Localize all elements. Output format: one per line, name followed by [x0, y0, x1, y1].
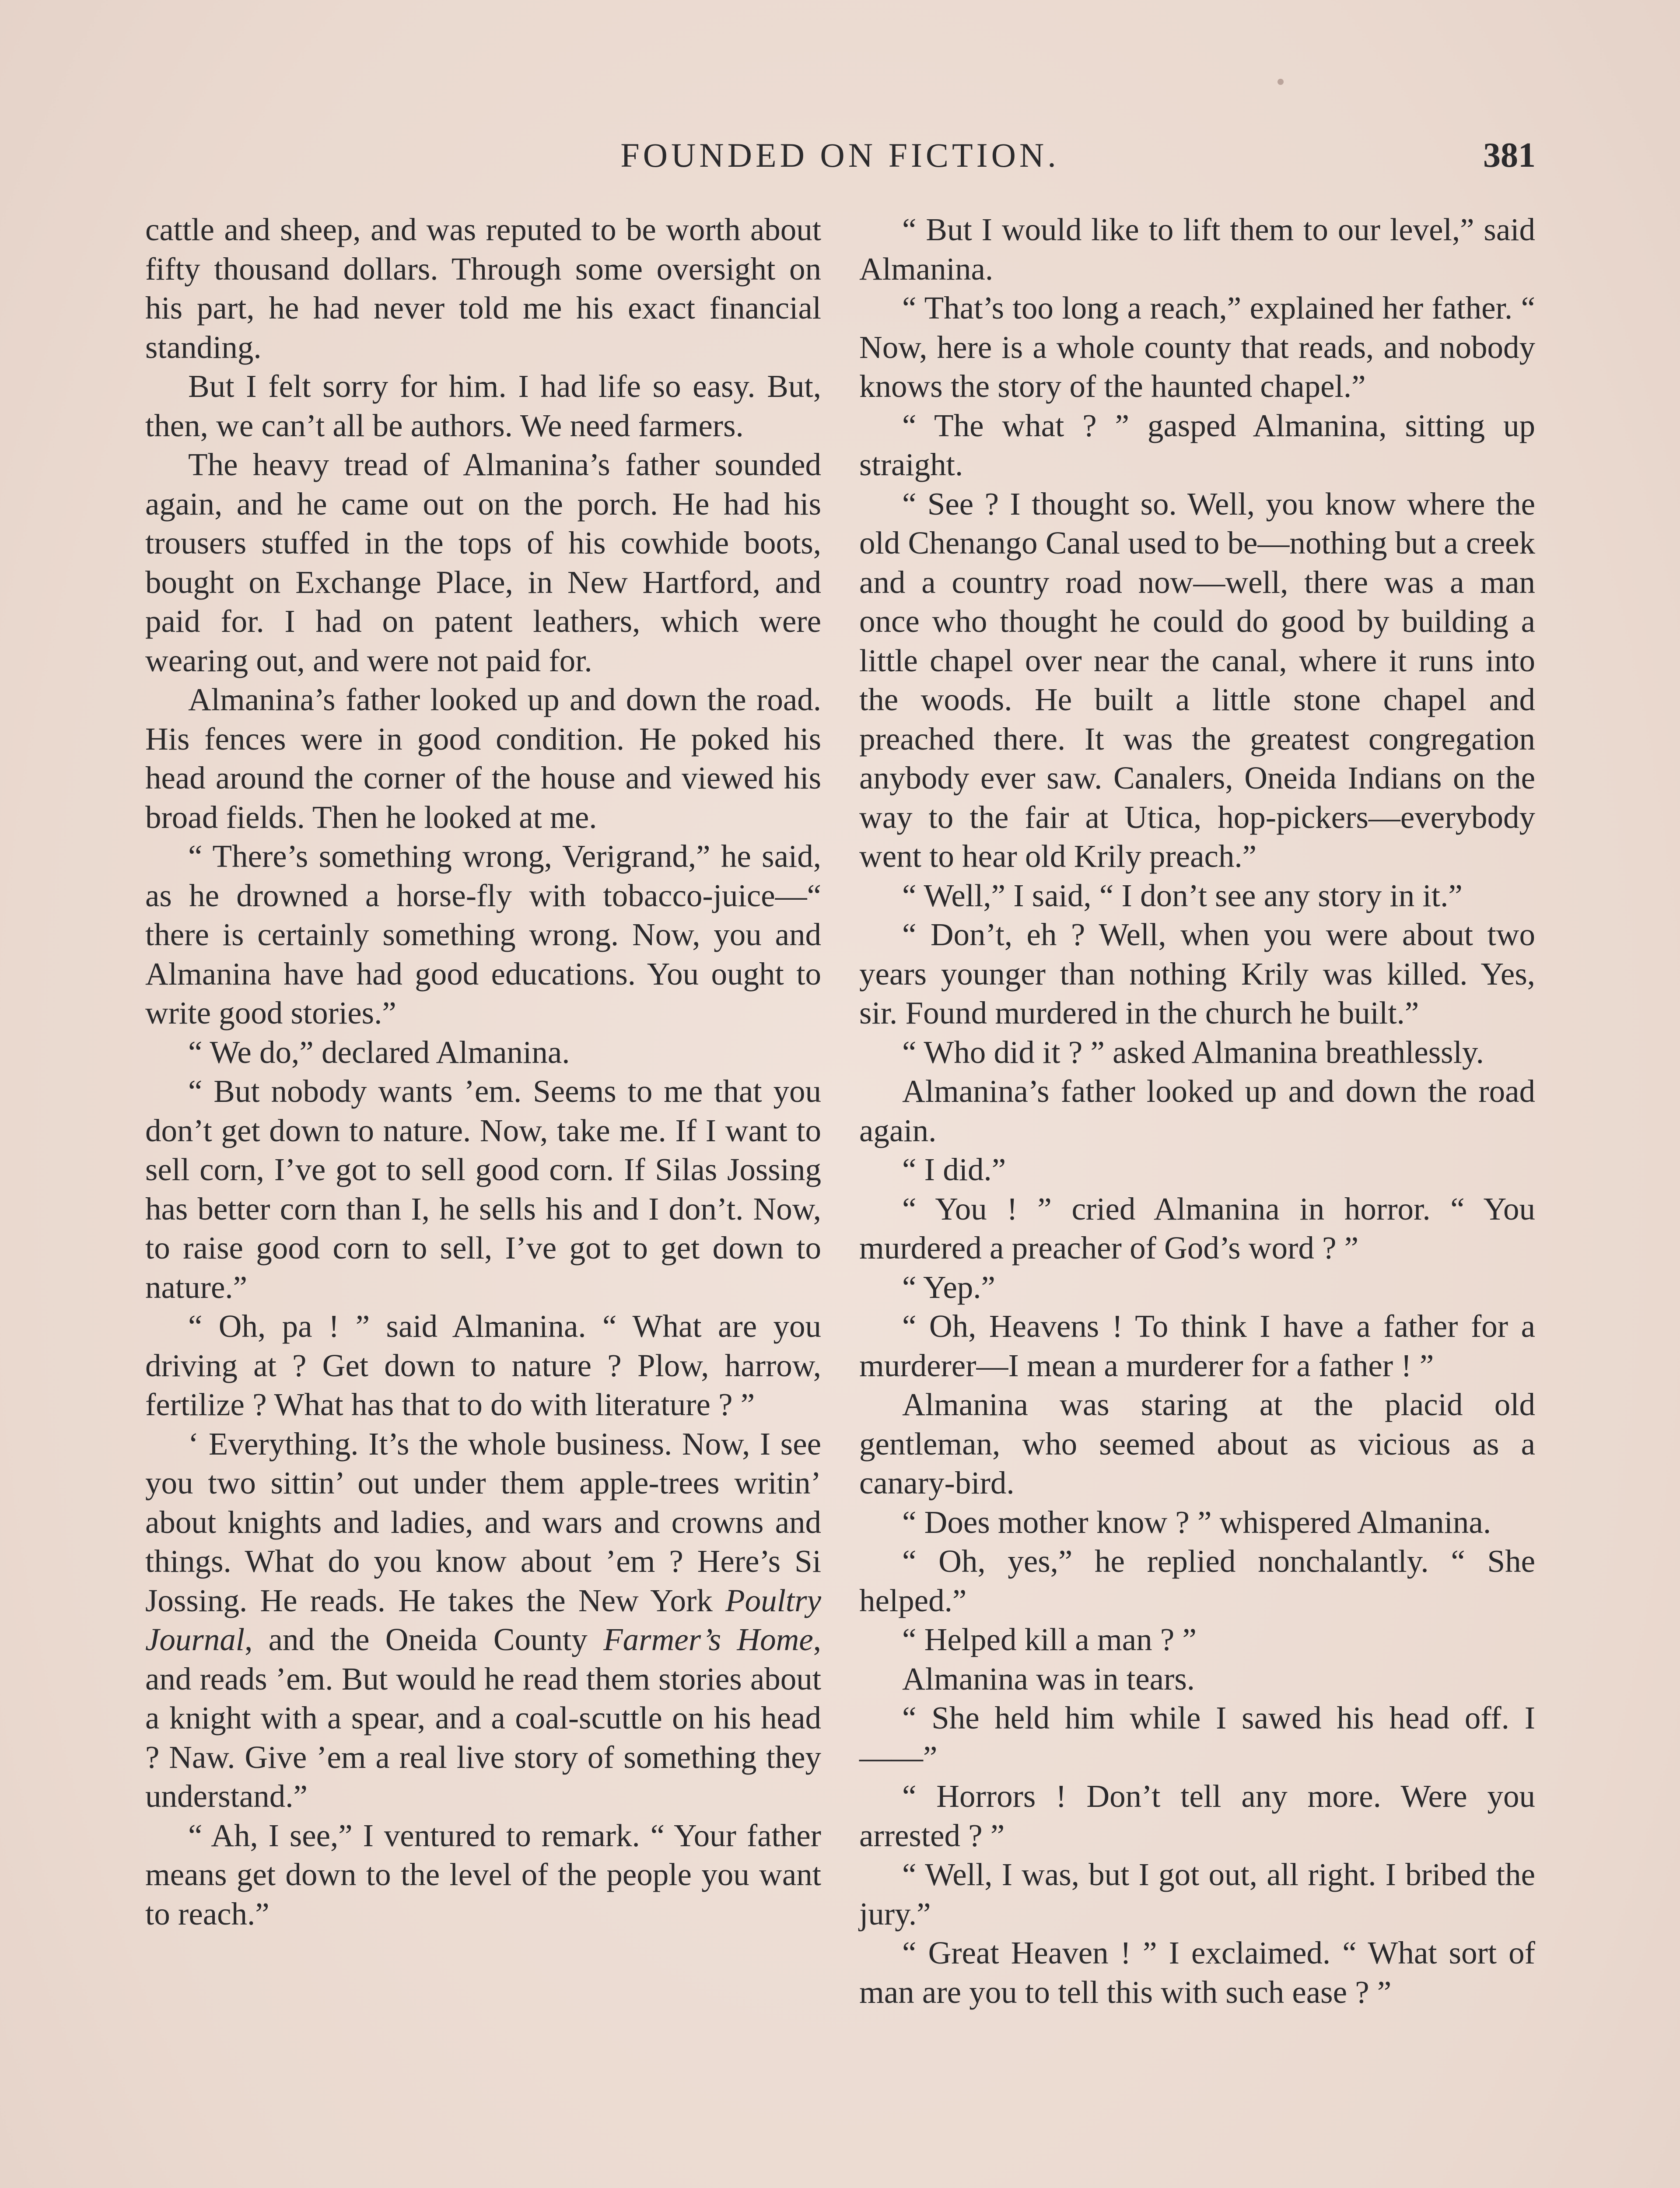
paper-speck: [1278, 79, 1284, 85]
text-run: , and the Oneida County: [245, 1622, 588, 1657]
paragraph: Almanina’s father looked up and down the road again.: [859, 1073, 1535, 1148]
paragraph: Almanina was in tears.: [902, 1661, 1195, 1697]
paragraph: “ Ah, I see,” I ventured to remark. “ Your father means get down to the level of the people you want to reach.”: [145, 1817, 821, 1932]
paragraph: “ The what ? ” gasped Almanina, sitting up straight.: [859, 407, 1535, 482]
paragraph: “ Oh, Heavens ! To think I have a father for a murderer—I mean a murderer for a father ! ”: [859, 1308, 1535, 1383]
paragraph: “ Oh, yes,” he replied nonchalantly. “ She helped.”: [859, 1543, 1535, 1618]
paragraph: “ Well, I was, but I got out, all right. I bribed the jury.”: [859, 1857, 1535, 1932]
running-head: FOUNDED ON FICTION.: [620, 136, 1060, 174]
paragraph: “ There’s something wrong, Verigrand,” he said, as he drowned a horse-fly with tobacco-juice—“ there is certainly something wrong. Now, you and Almanina have had good educations. You ought to write good stories.”: [145, 838, 821, 1031]
paragraph: “ Oh, pa ! ” said Almanina. “ What are you driving at ? Get down to nature ? Plow, harrow, fertilize ? What has that to do with literature ? ”: [145, 1308, 821, 1422]
paragraph: The heavy tread of Almanina’s father sounded again, and he came out on the porch. He had his trousers stuffed in the tops of his cowhide boots, bought on Exchange Place, in New Hartford, and paid for. I had on patent leathers, which were wearing out, and were not paid for.: [145, 447, 821, 678]
paragraph: “ You ! ” cried Almanina in horror. “ You murdered a preacher of God’s word ? ”: [859, 1191, 1535, 1266]
publication-title: Poultry Journal: [145, 1582, 821, 1657]
paragraph: “ Who did it ? ” asked Almanina breathlessly.: [902, 1034, 1484, 1070]
paragraph: [145, 1424, 821, 1816]
right-column: [859, 210, 1535, 2012]
paragraph: “ Does mother know ? ” whispered Almanina.: [902, 1504, 1491, 1540]
paragraph: “ That’s too long a reach,” explained her father. “ Now, here is a whole county that reads, and nobody knows the story of the haunted chapel.”: [859, 290, 1535, 404]
paragraph: “ We do,” declared Almanina.: [188, 1034, 570, 1070]
publication-title: Farmer’s Home: [603, 1622, 813, 1657]
paragraph: “ Great Heaven ! ” I exclaimed. “ What sort of man are you to tell this with such ease ? ”: [859, 1935, 1535, 2010]
left-column: [145, 210, 821, 1933]
paragraph: “ But I would like to lift them to our level,” said Almanina.: [859, 212, 1535, 287]
text-run: ‘ Everything. It’s the whole business. Now, I see you two sittin’ out under them apple-trees writin’ about knights and ladies, and wars and crowns and things. What do you know about ’em ? Here’s Si Jossing. He reads. He takes the New York: [145, 1426, 821, 1618]
paragraph: “ Don’t, eh ? Well, when you were about two years younger than nothing Krily was killed. Yes, sir. Found murdered in the church he built.”: [859, 917, 1535, 1031]
page-number: 381: [1483, 136, 1536, 175]
paragraph: Almanina’s father looked up and down the road. His fences were in good condition. He poked his head around the corner of the house and viewed his broad fields. Then he looked at me.: [145, 682, 821, 835]
paragraph: “ Helped kill a man ? ”: [902, 1622, 1197, 1657]
paragraph: But I felt sorry for him. I had life so easy. But, then, we can’t all be authors. We need farmers.: [145, 368, 821, 443]
paragraph: Almanina was staring at the placid old gentleman, who seemed about as vicious as a canary-bird.: [859, 1387, 1535, 1501]
paragraph: “ But nobody wants ’em. Seems to me that you don’t get down to nature. Now, take me. If I want to sell corn, I’ve got to sell good corn. If Silas Jossing has better corn than I, he sells his and I don’t. Now, to raise good corn to sell, I’ve got to get down to nature.”: [145, 1073, 821, 1305]
paragraph: “ Yep.”: [902, 1269, 995, 1305]
paragraph: cattle and sheep, and was reputed to be worth about fifty thousand dollars. Through some oversight on his part, he had never told me his exact financial standing.: [145, 212, 821, 365]
page-header: [144, 131, 1536, 179]
paragraph: “ See ? I thought so. Well, you know where the old Chenango Canal used to be—nothing but a creek and a country road now—well, there was a man once who thought he could do good by building a little chapel over near the canal, where it runs into the woods. He built a little stone chapel and preached there. It was the greatest congregation anybody ever saw. Canalers, Oneida Indians on the way to the fair at Utica, hop-pickers—everybody went to hear old Krily preach.”: [859, 486, 1535, 874]
paragraph: “ Horrors ! Don’t tell any more. Were you arrested ? ”: [859, 1778, 1535, 1853]
paragraph: “ I did.”: [902, 1152, 1006, 1187]
paragraph: “ She held him while I sawed his head off. I——”: [859, 1700, 1535, 1775]
text-run: , and reads ’em. But would he read them stories about a knight with a spear, and a coal-scuttle on his head ? Naw. Give ’em a real live story of something they understand.”: [145, 1622, 822, 1814]
paragraph: “ Well,” I said, “ I don’t see any story in it.”: [902, 877, 1463, 913]
